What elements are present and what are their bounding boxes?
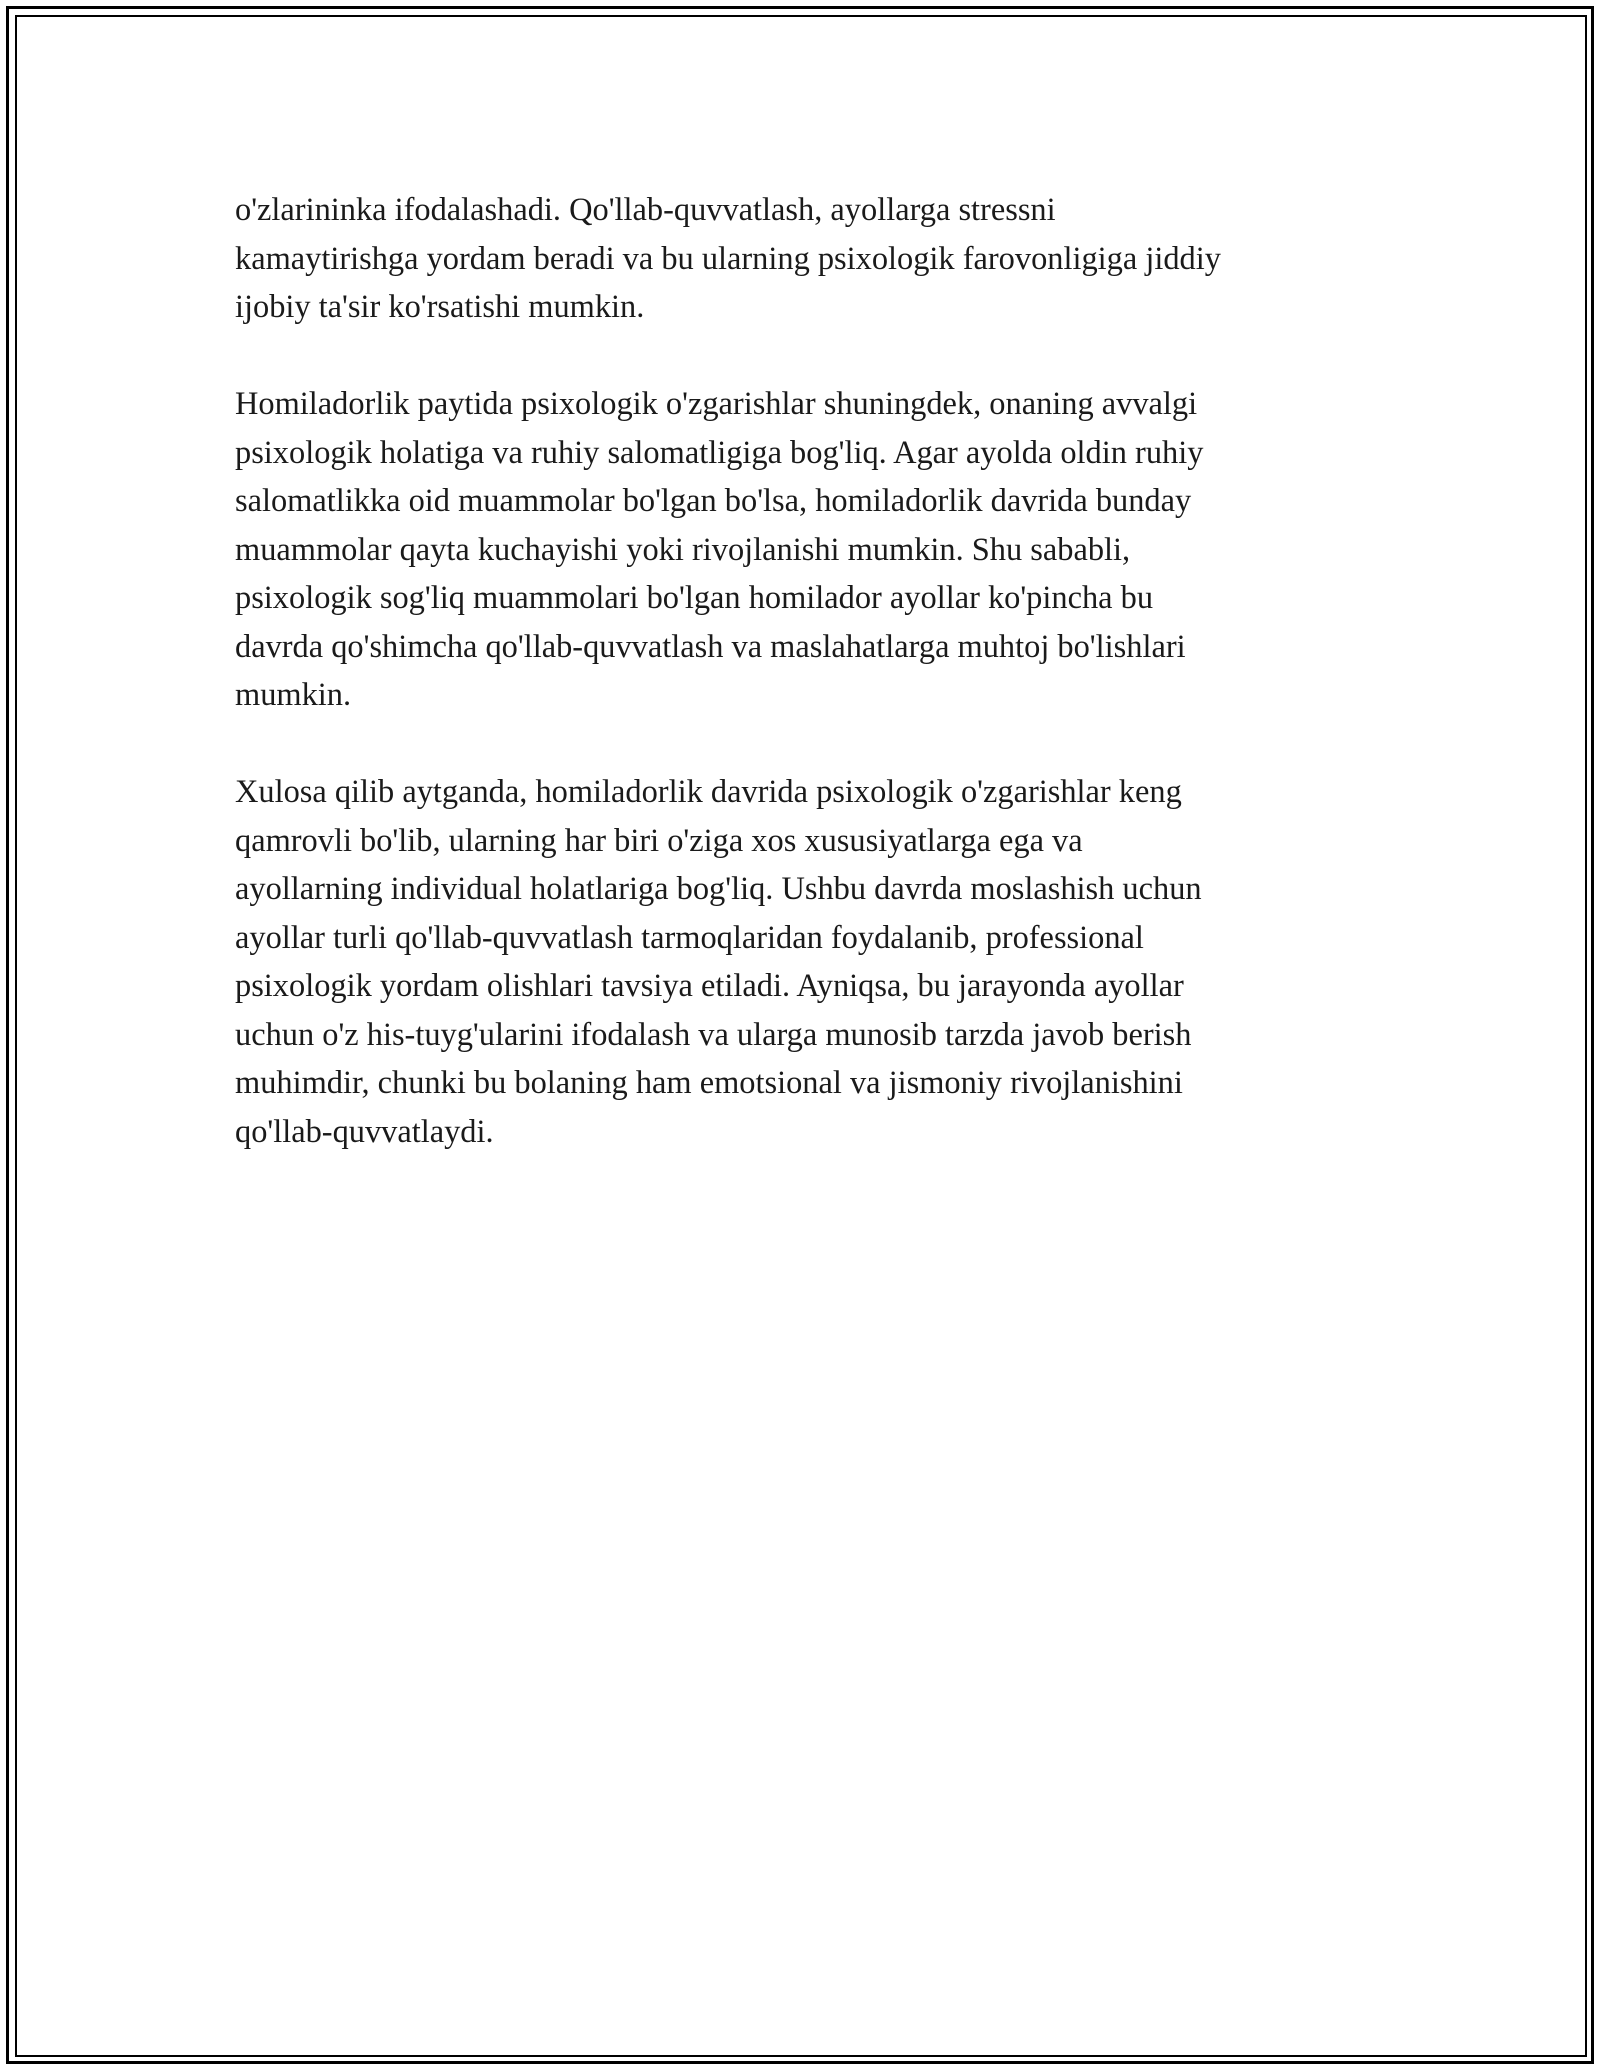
text-line: muhimdir, chunki bu bolaning ham emotsional va jismoniy rivojlanishini (235, 1065, 1183, 1101)
text-line: psixologik yordam olishlari tavsiya etiladi. Ayniqsa, bu jarayonda ayollar (235, 968, 1184, 1004)
text-line: Homiladorlik paytida psixologik o'zgarishlar shuningdek, onaning avvalgi (235, 386, 1198, 422)
text-line: salomatlikka oid muammolar bo'lgan bo'lsa, homiladorlik davrida bunday (235, 483, 1192, 519)
text-line: o'zlarininka ifodalashadi. Qo'llab-quvvatlash, ayollarga stressni (235, 192, 1056, 228)
text-line: davrda qo'shimcha qo'llab-quvvatlash va maslahatlarga muhtoj bo'lishlari (235, 628, 1186, 665)
text-line: qo'llab-quvvatlaydi. (235, 1113, 494, 1150)
text-line: kamaytirishga yordam beradi va bu ularning psixologik farovonligiga jiddiy (235, 240, 1221, 277)
text-line: ayollar turli qo'llab-quvvatlash tarmoqlaridan foydalanib, professional (235, 919, 1144, 956)
text-line: uchun o'z his-tuyg'ularini ifodalash va ularga munosib tarzda javob berish (235, 1016, 1192, 1053)
text-line: mumkin. (235, 677, 352, 713)
text-line: qamrovli bo'lib, ularning har biri o'ziga xos xususiyatlarga ega va (235, 822, 1083, 859)
text-line: psixologik sog'liq muammolari bo'lgan homilador ayollar ko'pincha bu (235, 580, 1154, 616)
text-line: psixologik holatiga va ruhiy salomatligiga bog'liq. Agar ayolda oldin ruhiy (235, 434, 1204, 471)
paragraph-2 (235, 380, 1365, 720)
text-line: ijobiy ta'sir ko'rsatishi mumkin. (235, 289, 645, 325)
text-line: Xulosa qilib aytganda, homiladorlik davrida psixologik o'zgarishlar keng (235, 774, 1182, 810)
paragraph-3 (235, 768, 1365, 1156)
document-body (235, 186, 1365, 1205)
text-line: ayollarning individual holatlariga bog'liq. Ushbu davrda moslashish uchun (235, 871, 1202, 907)
paragraph-1 (235, 186, 1365, 332)
text-line: muammolar qayta kuchayishi yoki rivojlanishi mumkin. Shu sababli, (235, 531, 1131, 568)
